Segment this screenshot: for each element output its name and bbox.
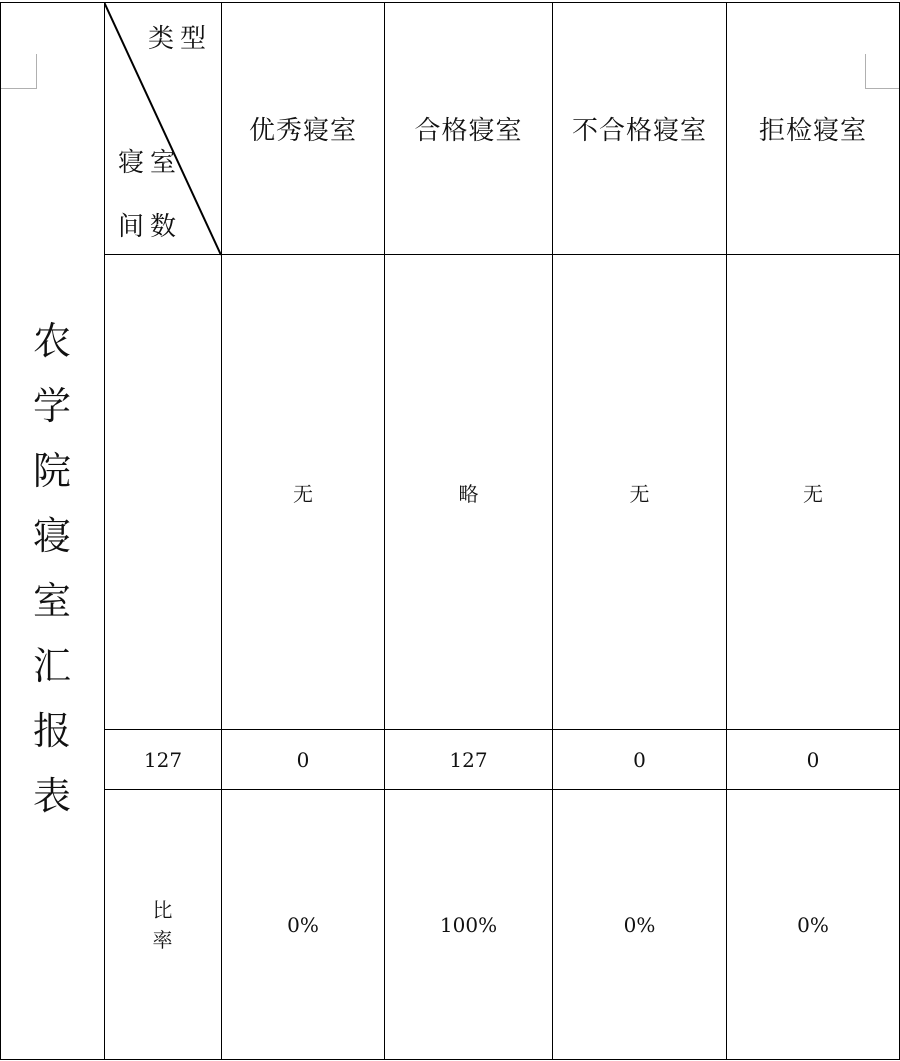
crop-mark-top-left-h xyxy=(0,88,36,89)
ratio-label xyxy=(104,790,221,1060)
count-qualified: 127 xyxy=(449,747,488,772)
title-char: 报 xyxy=(32,709,71,753)
ratio-excellent: 0% xyxy=(287,912,319,937)
header-unqualified: 不合格寝室 xyxy=(571,116,707,146)
grid-line-left xyxy=(0,2,1,1060)
count-excellent: 0 xyxy=(296,747,310,772)
title-char: 室 xyxy=(32,579,71,623)
corner-type-label: 类型 xyxy=(148,24,213,54)
header-refused: 拒检寝室 xyxy=(758,116,867,146)
count-total: 127 xyxy=(143,747,183,772)
names-unqualified: 无 xyxy=(629,481,650,506)
title-char: 表 xyxy=(32,774,71,818)
corner-room-label: 寝室 xyxy=(118,148,183,178)
title-char: 学 xyxy=(32,384,71,428)
ratio-label-char: 比 xyxy=(152,898,173,922)
count-refused: 0 xyxy=(806,747,820,772)
crop-mark-top-left-v xyxy=(36,54,37,89)
title-char: 汇 xyxy=(32,644,71,688)
names-qualified: 略 xyxy=(458,481,479,506)
names-refused: 无 xyxy=(803,481,823,506)
corner-count-label: 间数 xyxy=(118,212,183,242)
title-char: 农 xyxy=(32,319,71,363)
vertical-title xyxy=(22,310,82,820)
ratio-qualified: 100% xyxy=(439,912,498,937)
header-qualified: 合格寝室 xyxy=(414,116,523,146)
title-char: 院 xyxy=(32,449,71,493)
header-excellent: 优秀寝室 xyxy=(248,116,357,146)
ratio-refused: 0% xyxy=(797,912,829,937)
count-unqualified: 0 xyxy=(633,747,646,772)
ratio-label-char: 率 xyxy=(152,928,173,952)
names-excellent: 无 xyxy=(293,481,313,506)
ratio-unqualified: 0% xyxy=(623,912,656,937)
title-char: 寝 xyxy=(32,514,71,558)
